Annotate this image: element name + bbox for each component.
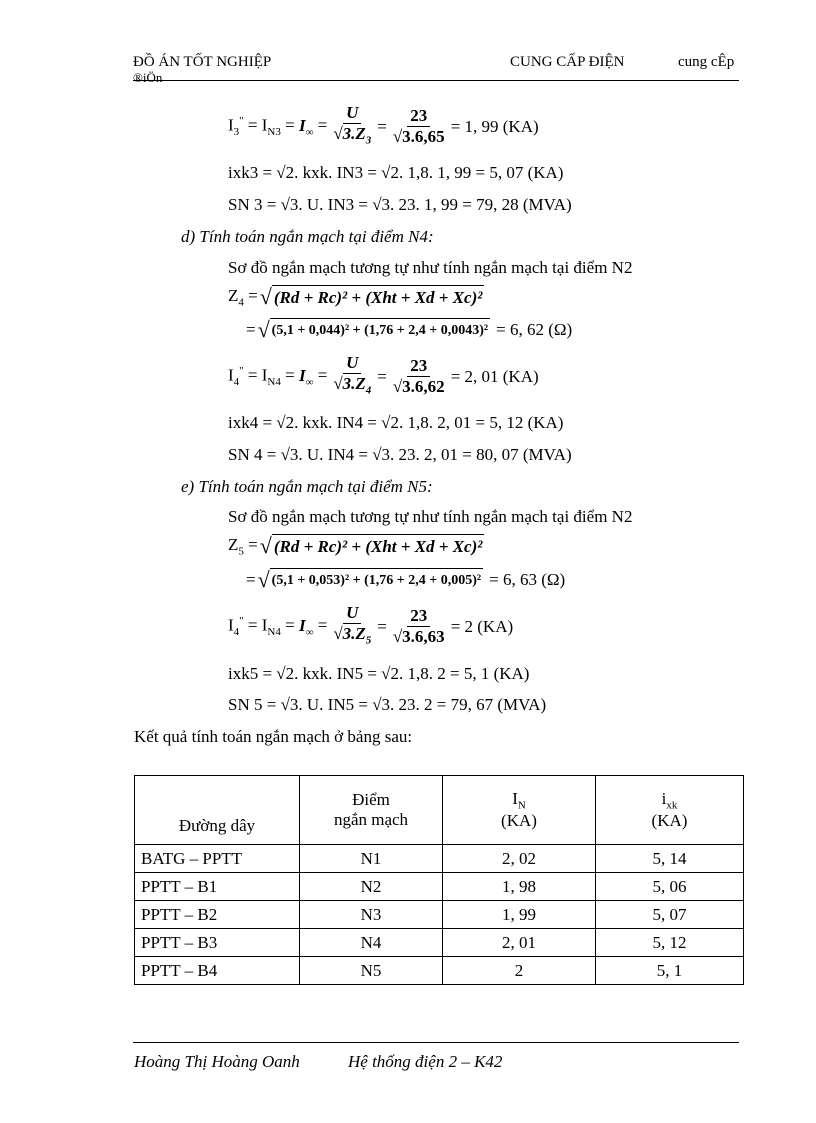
cell-ixk: 5, 07 xyxy=(596,901,744,929)
cell-point: N2 xyxy=(300,873,443,901)
n5-z-values-radicand: (5,1 + 0,053)² + (1,76 + 2,4 + 0,005)² xyxy=(270,568,483,592)
header-center: CUNG CẤP ĐIỆN xyxy=(510,54,625,70)
cell-line: PPTT – B4 xyxy=(135,957,300,985)
col-header-ixk-unit: (KA) xyxy=(651,811,688,831)
n5-sn: SN 5 = √3. U. IN5 = √3. 23. 2 = 79, 67 (MVA) xyxy=(228,695,547,714)
n5-ixk: ixk5 = √2. kxk. IN5 = √2. 1,8. 2 = 5, 1 (KA) xyxy=(228,664,530,683)
cell-in: 1, 98 xyxy=(443,873,596,901)
cell-ixk: 5, 06 xyxy=(596,873,744,901)
cell-line: PPTT – B1 xyxy=(135,873,300,901)
n4-z-radicand: (Rd + Rc)² + (Xht + Xd + Xc)² xyxy=(272,285,485,309)
cell-ixk: 5, 1 xyxy=(596,957,744,985)
table-row xyxy=(135,845,744,873)
n4-z-values-radicand: (5,1 + 0,044)² + (1,76 + 2,4 + 0,0043)² xyxy=(270,318,490,342)
table-row xyxy=(135,929,744,957)
table-header-row xyxy=(135,776,744,845)
header-right: cung cÊp xyxy=(678,54,735,70)
n5-z-values: = √ (5,1 + 0,053)² + (1,76 + 2,4 + 0,005)² = 6, 63 (Ω) xyxy=(246,567,566,592)
table-row xyxy=(135,901,744,929)
n4-z-result: = 6, 62 (Ω) xyxy=(496,320,573,339)
col-header-in-unit: (KA) xyxy=(501,811,537,831)
cell-in: 1, 99 xyxy=(443,901,596,929)
cell-ixk: 5, 12 xyxy=(596,929,744,957)
table-row xyxy=(135,957,744,985)
n3-sn: SN 3 = √3. U. IN3 = √3. 23. 1, 99 = 79, 28 (MVA) xyxy=(228,195,572,214)
n3-ixk: ixk3 = √2. kxk. IN3 = √2. 1,8. 1, 99 = 5, 07 (KA) xyxy=(228,163,564,182)
n5-z-formula: $Z_5$ = √ (Rd + Rc)² + (Xht + Xd + Xc)² xyxy=(228,533,483,558)
cell-point: N4 xyxy=(300,929,443,957)
cell-in: 2 xyxy=(443,957,596,985)
cell-point: N3 xyxy=(300,901,443,929)
n4-ixk: ixk4 = √2. kxk. IN4 = √2. 1,8. 2, 01 = 5, 12 (KA) xyxy=(228,413,564,432)
n4-sn: SN 4 = √3. U. IN4 = √3. 23. 2, 01 = 80, 07 (MVA) xyxy=(228,445,572,464)
col-header-line: Đường dây xyxy=(135,776,300,845)
col-header-point xyxy=(300,776,443,845)
n3-current-result: = 1, 99 (KA) xyxy=(450,116,539,136)
cell-ixk: 5, 14 xyxy=(596,845,744,873)
table-row xyxy=(135,873,744,901)
footer-author: Hoàng Thị Hoàng Oanh xyxy=(134,1052,300,1071)
cell-point: N1 xyxy=(300,845,443,873)
results-table xyxy=(134,775,744,985)
n5-z-result: = 6, 63 (Ω) xyxy=(489,570,566,589)
col-header-in-label: $I_N$ xyxy=(512,788,526,812)
footer-course: Hệ thống điện 2 – K42 xyxy=(348,1052,503,1071)
n5-desc: Sơ đồ ngắn mạch tương tự như tính ngắn mạch tại điểm N2 xyxy=(228,507,633,526)
n3-current-formula: $I_3^" = I_{N3} = I_\infty$ = $\frac{U}{√3.Z_3}$ = $\frac{23}{√3.6,65}$ = 1, 99 (KA) xyxy=(228,103,539,147)
n4-current-formula: $I_4^" = I_{N4} = I_\infty$ = $\frac{U}{√3.Z_4}$ = $\frac{23}{√3.6,62}$ = 2, 01 (KA) xyxy=(228,353,539,397)
cell-line: PPTT – B2 xyxy=(135,901,300,929)
cell-in: 2, 01 xyxy=(443,929,596,957)
footer-rule xyxy=(133,1042,739,1043)
n4-current-result: = 2, 01 (KA) xyxy=(450,366,539,386)
header-rule xyxy=(133,80,739,81)
n5-z-radicand: (Rd + Rc)² + (Xht + Xd + Xc)² xyxy=(272,534,485,558)
cell-point: N5 xyxy=(300,957,443,985)
col-header-point-line2: ngắn mạch xyxy=(333,810,409,829)
n4-z-formula: $Z_4$ = √ (Rd + Rc)² + (Xht + Xd + Xc)² xyxy=(228,284,483,309)
col-header-point-line1: Điểm xyxy=(352,790,390,809)
cell-line: BATG – PPTT xyxy=(135,845,300,873)
header-left: ĐỒ ÁN TỐT NGHIỆP xyxy=(133,54,272,70)
summary-text: Kết quả tính toán ngắn mạch ở bảng sau: xyxy=(134,727,413,746)
n4-desc: Sơ đồ ngắn mạch tương tự như tính ngắn mạch tại điểm N2 xyxy=(228,258,633,277)
header-left-line2: ®iÖn xyxy=(133,70,163,85)
n5-current-result: = 2 (KA) xyxy=(450,616,514,636)
n4-heading: d) Tính toán ngắn mạch tại điểm N4: xyxy=(181,227,434,246)
col-header-in xyxy=(443,776,596,845)
n5-current-formula: $I_4^" = I_{N4} = I_\infty$ = $\frac{U}{√3.Z_5}$ = $\frac{23}{√3.6,63}$ = 2 (KA) xyxy=(228,603,514,647)
n5-heading: e) Tính toán ngắn mạch tại điểm N5: xyxy=(181,477,433,496)
cell-line: PPTT – B3 xyxy=(135,929,300,957)
cell-in: 2, 02 xyxy=(443,845,596,873)
col-header-ixk-label: $i_{xk}$ xyxy=(661,788,678,812)
n4-z-values: = √ (5,1 + 0,044)² + (1,76 + 2,4 + 0,0043)² = 6, 62 (Ω) xyxy=(246,317,573,342)
col-header-ixk xyxy=(596,776,744,845)
